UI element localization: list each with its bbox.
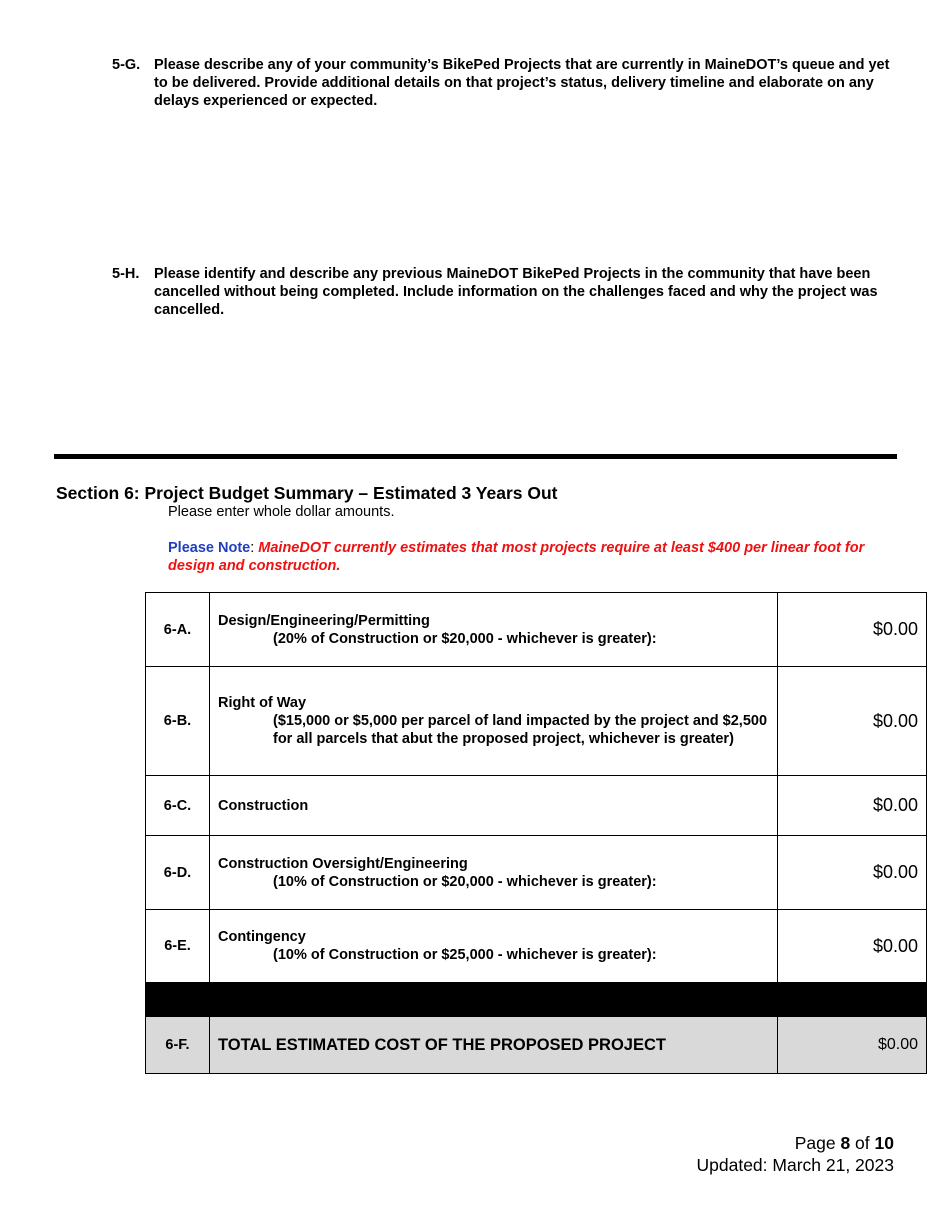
- row-description: [210, 776, 778, 836]
- page-number: [697, 1132, 895, 1154]
- question-number: 5-H.: [112, 266, 140, 282]
- note-colon: :: [250, 540, 259, 556]
- row-code: 6-D.: [146, 836, 210, 910]
- row-subtitle: (10% of Construction or $25,000 - whichever is greater):: [273, 947, 657, 963]
- page-of: of: [855, 1133, 870, 1153]
- row-subtitle: ($15,000 or $5,000 per parcel of land impacted by the project and $2,500 for all parcels that abut the proposed project, whichever is greater): [273, 713, 768, 747]
- budget-row: [146, 910, 927, 983]
- amount-field[interactable]: $0.00: [778, 667, 927, 776]
- row-description: [210, 593, 778, 667]
- updated-date: Updated: March 21, 2023: [696, 1155, 894, 1175]
- separator-row: [146, 983, 927, 1017]
- question-text: Please describe any of your community’s BikePed Projects that are currently in MaineDOT’s queue and yet to be delivered. Provide additional details on that project’s status, delivery timeline and elaborate on any delays experienced or expected.: [154, 57, 890, 109]
- row-code: 6-A.: [146, 593, 210, 667]
- budget-table: [145, 592, 927, 1074]
- note-text: MaineDOT currently estimates that most projects require at least $400 per linear foot for design and construction.: [168, 540, 865, 574]
- row-title: Design/Engineering/Permitting: [218, 612, 430, 629]
- note: [168, 539, 903, 575]
- row-code: 6-B.: [146, 667, 210, 776]
- row-title: Contingency: [218, 929, 306, 945]
- amount-field[interactable]: $0.00: [778, 776, 927, 836]
- total-code: 6-F.: [146, 1017, 210, 1074]
- page-total: 10: [874, 1133, 894, 1153]
- row-title: Construction Oversight/Engineering: [218, 855, 468, 872]
- page-footer: [697, 1132, 895, 1176]
- budget-row: [146, 667, 927, 776]
- section-subtitle: Please enter whole dollar amounts.: [168, 504, 395, 520]
- section-title: Section 6: Project Budget Summary – Estimated 3 Years Out: [56, 483, 558, 503]
- budget-row: [146, 776, 927, 836]
- separator-cell: [146, 983, 927, 1017]
- row-description: [210, 667, 778, 776]
- row-description: [210, 836, 778, 910]
- row-description: [210, 910, 778, 983]
- page-current: 8: [840, 1133, 851, 1153]
- note-label: Please Note: [168, 540, 251, 556]
- amount-field[interactable]: $0.00: [778, 836, 927, 910]
- row-title: Construction: [218, 797, 309, 814]
- total-row: [146, 1017, 927, 1074]
- amount-field[interactable]: $0.00: [778, 593, 927, 667]
- section-divider: [54, 454, 897, 459]
- budget-row: [146, 593, 927, 667]
- page-word: Page: [794, 1133, 836, 1153]
- row-code: 6-C.: [146, 776, 210, 836]
- row-title: Right of Way: [218, 695, 307, 711]
- amount-field[interactable]: $0.00: [778, 910, 927, 983]
- question-text: Please identify and describe any previous MaineDOT BikePed Projects in the community that have been cancelled without being completed. Include information on the challenges faced and why the project was cancelled.: [154, 266, 878, 318]
- total-label: TOTAL ESTIMATED COST OF THE PROPOSED PROJECT: [210, 1017, 778, 1074]
- row-code: 6-E.: [146, 910, 210, 983]
- row-subtitle: (10% of Construction or $20,000 - whichever is greater):: [273, 873, 657, 890]
- budget-row: [146, 836, 927, 910]
- question-number: 5-G.: [112, 57, 141, 73]
- row-subtitle: (20% of Construction or $20,000 - whichever is greater):: [273, 630, 657, 647]
- total-amount: $0.00: [778, 1017, 927, 1074]
